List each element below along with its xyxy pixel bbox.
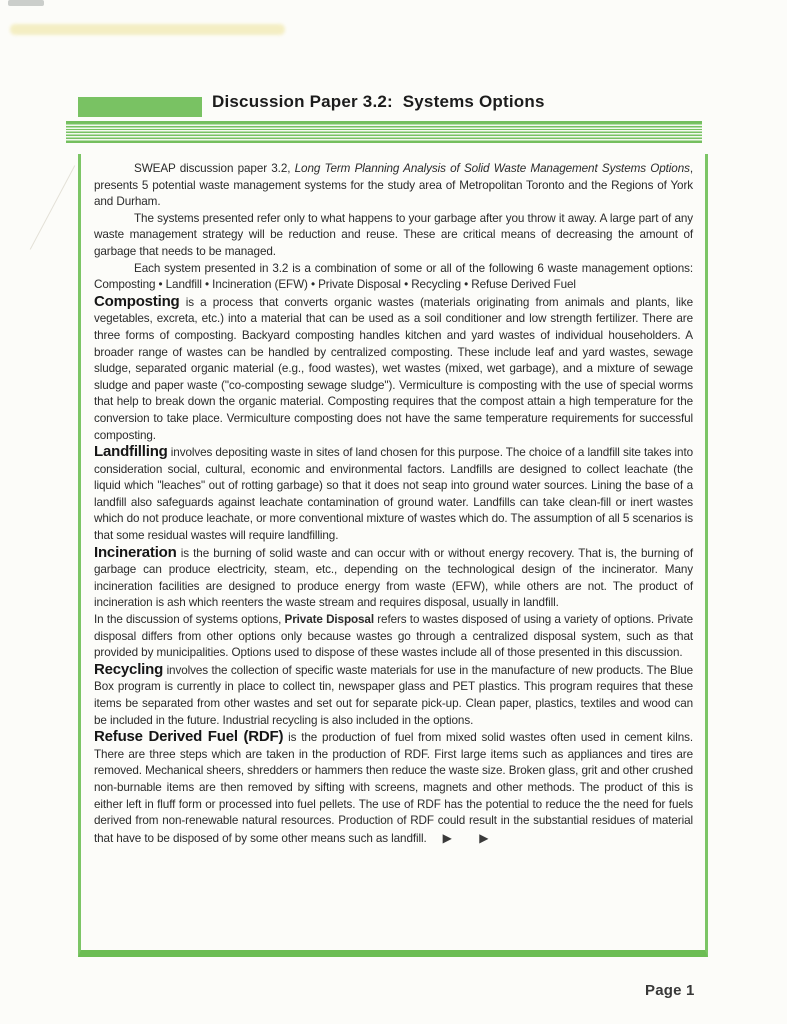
landfilling-body: involves depositing waste in sites of land chosen for this purpose. The choice of a landfill site takes into consideration social, cultural, economic and environmental factors. Landfills are designed to collect leachate (the liquid which "leaches" out of rotting garbage) so that it does not seap into ground water sources. Lining the base of a landfill also safeguards against leachate contamination of ground water. Landfills can take clean-fill or inert wastes which do not produce leachate, or more conventional mixture of wastes which do. The assumption of all 5 scenarios is that some residual wastes will require landfilling. xyxy=(94,446,693,543)
content-box xyxy=(78,154,708,957)
section-composting xyxy=(94,294,693,444)
composting-heading: Composting xyxy=(94,292,180,310)
page-number: Page 1 xyxy=(645,982,695,999)
intro-paragraph-2: The systems presented refer only to what happens to your garbage after you throw it away. A large part of any waste management strategy will be reduction and reuse. These are critical means of decreasing the amount of garbage that needs to be managed. xyxy=(94,211,693,258)
section-landfilling xyxy=(94,444,693,545)
intro-paragraph-3: Each system presented in 3.2 is a combination of some or all of the following 6 waste management options: Composting • Landfill • Incineration (EFW) • Private Disposal • Recycling • Refuse Derived Fuel xyxy=(94,261,706,292)
section-rdf xyxy=(94,729,693,847)
private-disposal-pre: In the discussion of systems options, xyxy=(94,613,285,627)
next-page-arrows-icon: ▶ ▶ xyxy=(442,830,501,845)
intro-p1-pre: SWEAP discussion paper 3.2, xyxy=(134,162,295,175)
rdf-heading: Refuse Derived Fuel (RDF) xyxy=(94,728,284,746)
intro-p1-report-title: Long Term Planning Analysis of Solid Waste Management Systems Options xyxy=(294,162,690,175)
page-title: Discussion Paper 3.2: Systems Options xyxy=(212,92,545,111)
composting-body: is a process that converts organic wastes (materials originating from animals and plants, like vegetables, excreta, etc.) into a material that can be used as a soil conditioner and low strength fertilizer. There are three forms of composting. Backyard composting handles kitchen and yard wastes of individual householders. A broader range of wastes can be handled by centralized composting. These include leaf and yard wastes, sewage sludge, separated organic material (e.g., food wastes), wet wastes (mixed, wet garbage), and a mixture of sewage sludge and paper waste ("co-composting sewage sludge"). Vermiculture is composting with the use of special worms that help to break down the organic material. Composting requires that the compost attain a high temperature for the conversion to take place. Vermiculture composting does not have the same temperature requirements for successful composting. xyxy=(94,295,693,442)
intro-p1-post: , presents 5 potential waste management systems for the study area of Metropolitan Toronto and the Regions of York and Durham. xyxy=(94,162,693,209)
recycling-heading: Recycling xyxy=(94,660,164,678)
private-disposal-post: refers to wastes disposed of using a variety of options. Private disposal differs from other options only because wastes go through a centralized disposal system, such as that provided by municipalities. Options used to dispose of these wastes include all of those presented in this discussion. xyxy=(94,613,693,660)
incineration-heading: Incineration xyxy=(94,543,177,561)
green-header-bar xyxy=(78,97,202,117)
section-recycling xyxy=(94,662,693,729)
incineration-body: is the burning of solid waste and can occur with or without energy recovery. That is, the burning of garbage can produce electricity, steam, etc., depending on the technological design of the incinerator. Many incineration facilities are designed to produce energy from waste (EFW), while others are not. The product of incineration is ash which reenters the waste stream and requires disposal, usually in landfill. xyxy=(94,546,693,610)
section-incineration xyxy=(94,545,693,612)
scan-smudge xyxy=(10,24,285,35)
scan-scratch xyxy=(30,165,75,249)
landfilling-heading: Landfilling xyxy=(94,443,168,461)
striped-divider xyxy=(66,121,702,143)
scan-artifact-mark xyxy=(8,0,44,6)
recycling-body: involves the collection of specific waste materials for use in the manufacture of new products. The Blue Box program is currently in place to collect tin, newspaper glass and PET plastics. This program requires that these items be separated from other wastes and set out for separate pick-up. Clean paper, plastics, textiles and wood can be included in the future. Industrial recycling is also included in the options. xyxy=(94,663,693,727)
intro-paragraph-1 xyxy=(94,161,693,211)
private-disposal-term: Private Disposal xyxy=(284,613,374,627)
rdf-body: is the production of fuel from mixed solid wastes often used in cement kilns. There are three steps which are taken in the production of RDF. First large items such as appliances and tires are removed. Mechanical sheers, shredders or hammers then reduce the waste size. Broken glass, grit and other crushed non-burnable items are then removed by sifting with screens, magnets and other methods. The product of this is either left in fluff form or processed into fuel pellets. The use of RDF has the potential to reduce the the need for fuels derived from non-renewable natural resources. Production of RDF could result in the substantial residues of material that have to be disposed of by some other means such as landfill. xyxy=(94,731,694,845)
section-private-disposal xyxy=(94,612,693,662)
